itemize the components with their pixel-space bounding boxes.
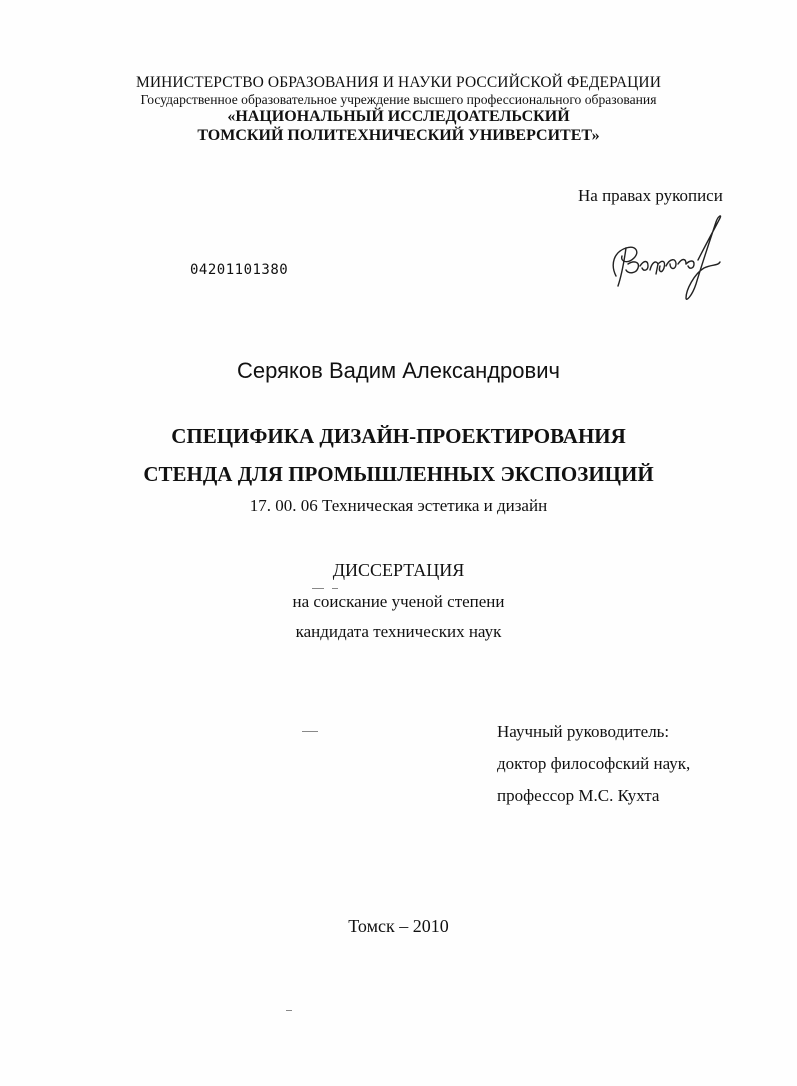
supervisor-degree: доктор философский наук, — [497, 754, 691, 773]
document-code: 04201101380 — [190, 262, 289, 278]
university-name-line2: ТОМСКИЙ ПОЛИТЕХНИЧЕСКИЙ УНИВЕРСИТЕТ» — [197, 127, 600, 144]
specialty-code: 17. 00. 06 Техническая эстетика и дизайн — [249, 496, 548, 515]
degree-line2: кандидата технических наук — [295, 622, 502, 641]
scan-mark — [286, 1010, 292, 1011]
scan-mark — [302, 731, 318, 732]
supervisor-label: Научный руководитель: — [497, 722, 670, 741]
ministry-name: МИНИСТЕРСТВО ОБРАЗОВАНИЯ И НАУКИ РОССИЙСКОЙ ФЕДЕРАЦИИ — [135, 74, 662, 91]
manuscript-rights-note: На правах рукописи — [578, 186, 723, 205]
supervisor-name: профессор М.С. Кухта — [497, 786, 660, 805]
scan-mark — [332, 588, 338, 589]
city-year: Томск – 2010 — [348, 916, 449, 936]
scan-mark — [312, 588, 324, 589]
university-name-line1: «НАЦИОНАЛЬНЫЙ ИССЛЕДОАТЕЛЬСКИЙ — [227, 108, 570, 125]
author-signature — [606, 214, 726, 306]
degree-line1: на соискание ученой степени — [292, 592, 505, 611]
document-type: ДИССЕРТАЦИЯ — [332, 560, 465, 580]
institution-type: Государственное образовательное учреждение высшего профессионального образования — [140, 92, 657, 107]
dissertation-title-line2: СТЕНДА ДЛЯ ПРОМЫШЛЕННЫХ ЭКСПОЗИЦИЙ — [143, 462, 654, 486]
author-name: Серяков Вадим Александрович — [237, 358, 560, 383]
dissertation-title-line1: СПЕЦИФИКА ДИЗАЙН-ПРОЕКТИРОВАНИЯ — [171, 424, 626, 448]
